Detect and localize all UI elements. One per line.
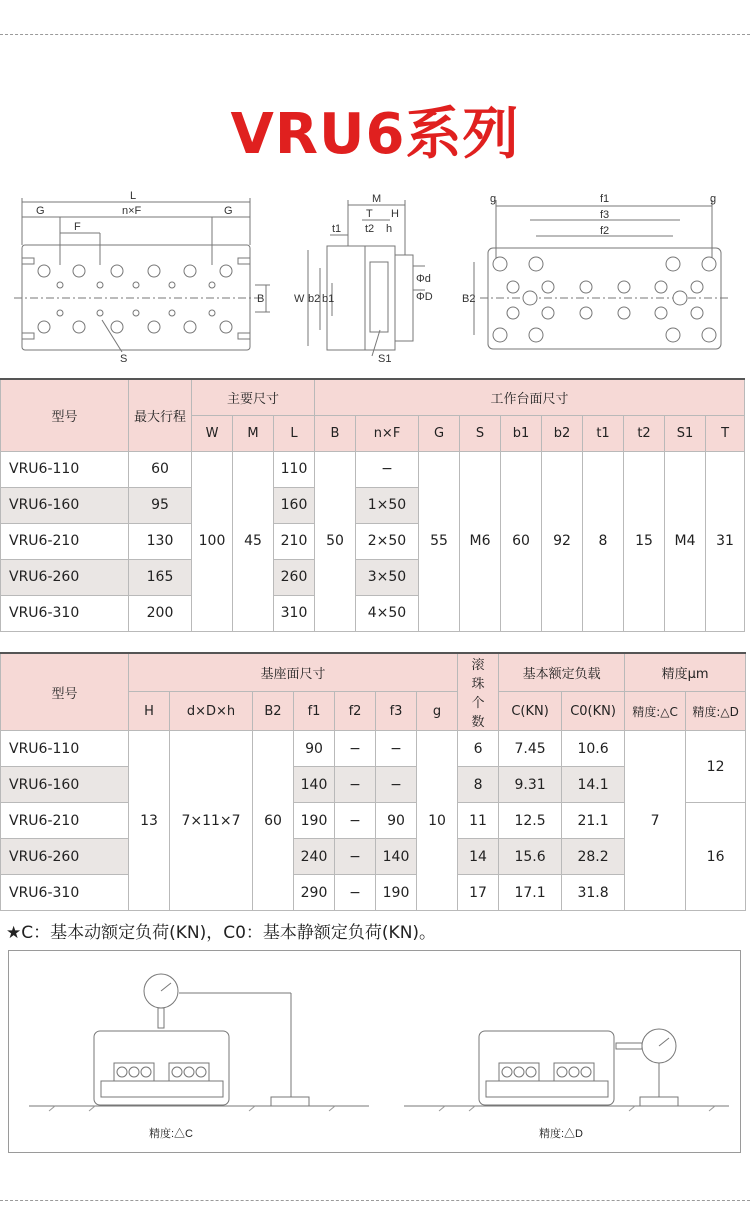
cell-f2: −: [335, 731, 376, 767]
dim-f1: f1: [600, 193, 610, 205]
cell-L: 310: [274, 595, 315, 631]
col-precision-D: 精度:△D: [686, 692, 746, 731]
cell-f1: 240: [294, 839, 335, 875]
cell-C0: 31.8: [562, 875, 625, 911]
dim-W: W: [294, 293, 305, 305]
dim-D: ΦD: [416, 291, 433, 303]
cell-model: VRU6-310: [1, 875, 129, 911]
cell-C0: 10.6: [562, 731, 625, 767]
col-dDh: d×D×h: [170, 692, 253, 731]
cell-T: 31: [706, 451, 745, 631]
dim-G-left: G: [36, 205, 45, 217]
dim-t2: t2: [365, 223, 375, 235]
col-C: C(KN): [499, 692, 562, 731]
cell-C: 15.6: [499, 839, 562, 875]
cell-stroke: 95: [129, 487, 192, 523]
cell-b1: 60: [501, 451, 542, 631]
cell-H: 13: [129, 731, 170, 911]
cell-M: 45: [233, 451, 274, 631]
top-divider: [0, 34, 750, 35]
dim-B2: B2: [462, 293, 476, 305]
col-g: g: [417, 692, 458, 731]
cell-C: 12.5: [499, 803, 562, 839]
precision-test-illustration: [9, 951, 742, 1154]
dim-b2: b2: [308, 293, 321, 305]
cell-stroke: 60: [129, 451, 192, 487]
dim-G-right: G: [224, 205, 233, 217]
cell-f3: 90: [376, 803, 417, 839]
cell-f3: 140: [376, 839, 417, 875]
col-L: L: [274, 415, 315, 451]
col-T: T: [706, 415, 745, 451]
page-title: VRU6系列: [230, 102, 520, 167]
cell-nF: 3×50: [356, 559, 419, 595]
cell-W: 100: [192, 451, 233, 631]
cell-f2: −: [335, 875, 376, 911]
header-rated-load: 基本额定负载: [499, 653, 625, 692]
cell-t1: 8: [583, 451, 624, 631]
header-max-stroke: 最大行程: [129, 379, 192, 451]
dim-nF: n×F: [122, 205, 142, 217]
cell-B: 50: [315, 451, 356, 631]
cell-f1: 290: [294, 875, 335, 911]
header-precision: 精度μm: [625, 653, 746, 692]
cell-f1: 140: [294, 767, 335, 803]
cell-B2: 60: [253, 731, 294, 911]
dim-S: S: [120, 353, 128, 365]
cell-S1: M4: [665, 451, 706, 631]
cell-precision-D: 16: [686, 803, 746, 911]
load-note: ★C：基本动额定负荷(KN)，C0：基本静额定负荷(KN)。: [6, 923, 437, 943]
cell-dDh: 7×11×7: [170, 731, 253, 911]
cell-G: 55: [419, 451, 460, 631]
cell-balls: 8: [458, 767, 499, 803]
cell-C: 9.31: [499, 767, 562, 803]
col-S1: S1: [665, 415, 706, 451]
cell-f2: −: [335, 767, 376, 803]
header-base-dimensions: 基座面尺寸: [129, 653, 458, 692]
cell-stroke: 130: [129, 523, 192, 559]
dimension-drawings: [0, 190, 750, 370]
cell-model: VRU6-160: [1, 487, 129, 523]
cell-balls: 11: [458, 803, 499, 839]
dim-L: L: [130, 190, 137, 202]
cell-model: VRU6-260: [1, 839, 129, 875]
caption-precision-D: 精度:△D: [539, 1128, 583, 1140]
cell-L: 260: [274, 559, 315, 595]
col-S: S: [460, 415, 501, 451]
cell-nF: 1×50: [356, 487, 419, 523]
dim-f3: f3: [600, 209, 610, 221]
col-f2: f2: [335, 692, 376, 731]
cell-model: VRU6-310: [1, 595, 129, 631]
col-C0: C0(KN): [562, 692, 625, 731]
col-b2: b2: [542, 415, 583, 451]
dim-h: h: [386, 223, 393, 235]
cell-f3: −: [376, 767, 417, 803]
header-model: 型号: [1, 653, 129, 731]
cell-nF: −: [356, 451, 419, 487]
cell-f2: −: [335, 803, 376, 839]
caption-precision-C: 精度:△C: [149, 1128, 193, 1140]
header-model: 型号: [1, 379, 129, 451]
header-work-surface: 工作台面尺寸: [315, 379, 745, 415]
cell-C0: 21.1: [562, 803, 625, 839]
col-B: B: [315, 415, 356, 451]
cell-g: 10: [417, 731, 458, 911]
cell-C0: 14.1: [562, 767, 625, 803]
base-view-drawing: [474, 200, 730, 349]
table-row: [1, 731, 746, 767]
cell-C: 7.45: [499, 731, 562, 767]
dim-b1: b1: [322, 293, 335, 305]
cell-model: VRU6-110: [1, 451, 129, 487]
dim-g-left: g: [490, 193, 497, 205]
header-main-dimensions: 主要尺寸: [192, 379, 315, 415]
cell-nF: 4×50: [356, 595, 419, 631]
cell-C0: 28.2: [562, 839, 625, 875]
col-M: M: [233, 415, 274, 451]
cell-balls: 14: [458, 839, 499, 875]
col-H: H: [129, 692, 170, 731]
precision-test-panel: [8, 950, 741, 1153]
col-precision-C: 精度:△C: [625, 692, 686, 731]
cell-f2: −: [335, 839, 376, 875]
cell-precision-D: 12: [686, 731, 746, 803]
cell-L: 160: [274, 487, 315, 523]
cell-balls: 17: [458, 875, 499, 911]
cell-L: 110: [274, 451, 315, 487]
cell-stroke: 165: [129, 559, 192, 595]
cell-model: VRU6-260: [1, 559, 129, 595]
cell-f1: 190: [294, 803, 335, 839]
cell-L: 210: [274, 523, 315, 559]
cell-t2: 15: [624, 451, 665, 631]
dim-d: Φd: [416, 273, 431, 285]
col-b1: b1: [501, 415, 542, 451]
dim-g-right: g: [710, 193, 717, 205]
cell-b2: 92: [542, 451, 583, 631]
dim-S1: S1: [378, 353, 392, 365]
dim-H: H: [391, 208, 399, 220]
col-f3: f3: [376, 692, 417, 731]
cell-model: VRU6-160: [1, 767, 129, 803]
cell-model: VRU6-210: [1, 803, 129, 839]
cell-nF: 2×50: [356, 523, 419, 559]
col-nF: n×F: [356, 415, 419, 451]
col-G: G: [419, 415, 460, 451]
cell-model: VRU6-110: [1, 731, 129, 767]
col-B2: B2: [253, 692, 294, 731]
top-view-drawing: [14, 198, 270, 352]
cell-f3: 190: [376, 875, 417, 911]
spec-table-main: [0, 378, 745, 632]
cell-f3: −: [376, 731, 417, 767]
cell-balls: 6: [458, 731, 499, 767]
col-t1: t1: [583, 415, 624, 451]
cell-model: VRU6-210: [1, 523, 129, 559]
col-t2: t2: [624, 415, 665, 451]
col-W: W: [192, 415, 233, 451]
header-ball-count: 滚珠个数: [458, 653, 499, 731]
cell-f1: 90: [294, 731, 335, 767]
table-row: [1, 451, 745, 487]
cell-precision-C: 7: [625, 731, 686, 911]
col-f1: f1: [294, 692, 335, 731]
dim-B: B: [257, 293, 265, 305]
cell-C: 17.1: [499, 875, 562, 911]
dim-T: T: [366, 208, 373, 220]
cell-S: M6: [460, 451, 501, 631]
dim-t1: t1: [332, 223, 342, 235]
dim-F: F: [74, 221, 81, 233]
dim-M: M: [372, 193, 382, 205]
spec-table-base: [0, 652, 746, 911]
cell-stroke: 200: [129, 595, 192, 631]
bottom-divider: [0, 1200, 750, 1201]
dim-f2: f2: [600, 225, 610, 237]
